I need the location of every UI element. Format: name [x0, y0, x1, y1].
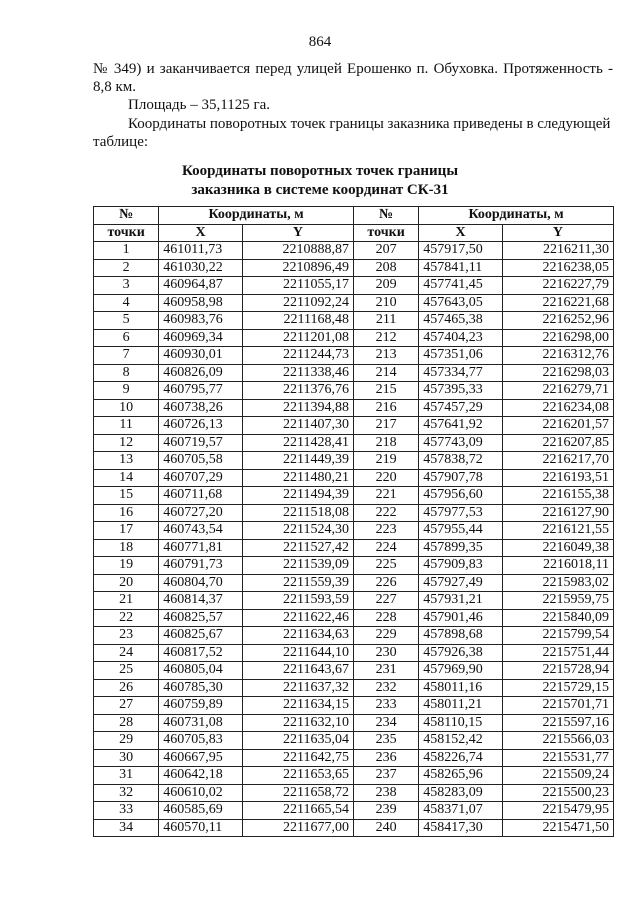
header-num-right: № [353, 207, 418, 225]
coord-y-cell: 2216298,03 [502, 364, 613, 382]
coord-x-cell: 460642,18 [159, 767, 243, 785]
point-number-cell: 6 [94, 329, 159, 347]
paragraph-intro-line1: Координаты поворотных точек границы заказника приведены в следующей [128, 116, 611, 132]
header-coords-left: Координаты, м [159, 207, 354, 225]
point-number-cell: 8 [94, 364, 159, 382]
coord-y-cell: 2211494,39 [242, 487, 353, 505]
coord-x-cell: 458011,16 [419, 679, 503, 697]
coord-y-cell: 2216193,51 [502, 469, 613, 487]
header-points-left: точки [94, 224, 159, 242]
table-title-line1: Координаты поворотных точек границы [181, 163, 459, 179]
coord-y-cell: 2215509,24 [502, 767, 613, 785]
table-row [94, 364, 614, 382]
point-number-cell: 5 [94, 312, 159, 330]
point-number-cell: 10 [94, 399, 159, 417]
table-row [94, 749, 614, 767]
table-row [94, 277, 614, 295]
point-number-cell: 237 [353, 767, 418, 785]
coord-x-cell: 457741,45 [419, 277, 503, 295]
point-number-cell: 22 [94, 609, 159, 627]
coord-x-cell: 457641,92 [419, 417, 503, 435]
coord-x-cell: 457901,46 [419, 609, 503, 627]
coord-y-cell: 2211055,17 [242, 277, 353, 295]
coord-y-cell: 2215479,95 [502, 802, 613, 820]
coord-y-cell: 2211622,46 [242, 609, 353, 627]
coord-x-cell: 460743,54 [159, 522, 243, 540]
coord-x-cell: 460983,76 [159, 312, 243, 330]
point-number-cell: 230 [353, 644, 418, 662]
coord-x-cell: 460825,57 [159, 609, 243, 627]
coord-y-cell: 2215983,02 [502, 574, 613, 592]
coord-y-cell: 2215701,71 [502, 697, 613, 715]
coord-y-cell: 2215597,16 [502, 714, 613, 732]
point-number-cell: 236 [353, 749, 418, 767]
coord-x-cell: 458152,42 [419, 732, 503, 750]
coord-y-cell: 2216211,30 [502, 242, 613, 260]
point-number-cell: 208 [353, 259, 418, 277]
coord-x-cell: 457899,35 [419, 539, 503, 557]
coord-y-cell: 2215799,54 [502, 627, 613, 645]
coord-y-cell: 2211677,00 [242, 819, 353, 837]
coord-x-cell: 457917,50 [419, 242, 503, 260]
point-number-cell: 234 [353, 714, 418, 732]
point-number-cell: 235 [353, 732, 418, 750]
coord-y-cell: 2211338,46 [242, 364, 353, 382]
coord-y-cell: 2211376,76 [242, 382, 353, 400]
coord-y-cell: 2216201,57 [502, 417, 613, 435]
coord-x-cell: 460570,11 [159, 819, 243, 837]
point-number-cell: 239 [353, 802, 418, 820]
coord-y-cell: 2211634,15 [242, 697, 353, 715]
table-row [94, 329, 614, 347]
coord-x-cell: 460707,29 [159, 469, 243, 487]
point-number-cell: 210 [353, 294, 418, 312]
coord-x-cell: 457926,38 [419, 644, 503, 662]
coord-y-cell: 2215471,50 [502, 819, 613, 837]
coord-y-cell: 2216221,68 [502, 294, 613, 312]
coord-x-cell: 460759,89 [159, 697, 243, 715]
coord-x-cell: 460711,68 [159, 487, 243, 505]
coord-y-cell: 2215531,77 [502, 749, 613, 767]
coord-x-cell: 460814,37 [159, 592, 243, 610]
table-row [94, 627, 614, 645]
table-row [94, 242, 614, 260]
point-number-cell: 34 [94, 819, 159, 837]
coord-y-cell: 2210888,87 [242, 242, 353, 260]
coord-x-cell: 460727,20 [159, 504, 243, 522]
point-number-cell: 12 [94, 434, 159, 452]
coord-x-cell: 458283,09 [419, 784, 503, 802]
table-row [94, 574, 614, 592]
header-num-left: № [94, 207, 159, 225]
coord-y-cell: 2211635,04 [242, 732, 353, 750]
coord-x-cell: 457334,77 [419, 364, 503, 382]
table-row [94, 312, 614, 330]
coord-y-cell: 2211449,39 [242, 452, 353, 470]
header-y-left: Y [242, 224, 353, 242]
coord-x-cell: 457907,78 [419, 469, 503, 487]
point-number-cell: 25 [94, 662, 159, 680]
table-row [94, 469, 614, 487]
table-row [94, 399, 614, 417]
coord-y-cell: 2216238,05 [502, 259, 613, 277]
coord-x-cell: 460817,52 [159, 644, 243, 662]
coord-y-cell: 2215500,23 [502, 784, 613, 802]
table-row [94, 434, 614, 452]
coord-x-cell: 457956,60 [419, 487, 503, 505]
table-row [94, 557, 614, 575]
point-number-cell: 26 [94, 679, 159, 697]
coord-y-cell: 2211593,59 [242, 592, 353, 610]
coord-y-cell: 2211665,54 [242, 802, 353, 820]
table-row [94, 767, 614, 785]
point-number-cell: 219 [353, 452, 418, 470]
coord-x-cell: 460726,13 [159, 417, 243, 435]
coord-x-cell: 460738,26 [159, 399, 243, 417]
coord-x-cell: 461030,22 [159, 259, 243, 277]
coord-y-cell: 2211658,72 [242, 784, 353, 802]
point-number-cell: 3 [94, 277, 159, 295]
table-row [94, 294, 614, 312]
coord-x-cell: 457898,68 [419, 627, 503, 645]
coord-x-cell: 460795,77 [159, 382, 243, 400]
coord-x-cell: 457465,38 [419, 312, 503, 330]
coord-x-cell: 460719,57 [159, 434, 243, 452]
point-number-cell: 1 [94, 242, 159, 260]
point-number-cell: 224 [353, 539, 418, 557]
coord-x-cell: 460825,67 [159, 627, 243, 645]
coord-x-cell: 460585,69 [159, 802, 243, 820]
point-number-cell: 30 [94, 749, 159, 767]
coord-x-cell: 457931,21 [419, 592, 503, 610]
point-number-cell: 9 [94, 382, 159, 400]
coord-y-cell: 2216217,70 [502, 452, 613, 470]
coord-y-cell: 2216252,96 [502, 312, 613, 330]
coord-x-cell: 457351,06 [419, 347, 503, 365]
coord-y-cell: 2215728,94 [502, 662, 613, 680]
table-row [94, 452, 614, 470]
header-points-right: точки [353, 224, 418, 242]
point-number-cell: 216 [353, 399, 418, 417]
coord-y-cell: 2211637,32 [242, 679, 353, 697]
coord-y-cell: 2216227,79 [502, 277, 613, 295]
coord-y-cell: 2211634,63 [242, 627, 353, 645]
point-number-cell: 212 [353, 329, 418, 347]
paragraph-continuation: № 349) и заканчивается перед улицей Ерошенко п. Обуховка. Протяженность - 8,8 км. [93, 61, 613, 95]
table-row [94, 539, 614, 557]
coord-x-cell: 458371,07 [419, 802, 503, 820]
header-x-left: X [159, 224, 243, 242]
coord-y-cell: 2211518,08 [242, 504, 353, 522]
coord-y-cell: 2211480,21 [242, 469, 353, 487]
point-number-cell: 33 [94, 802, 159, 820]
coord-x-cell: 458011,21 [419, 697, 503, 715]
coord-y-cell: 2211244,73 [242, 347, 353, 365]
point-number-cell: 233 [353, 697, 418, 715]
point-number-cell: 27 [94, 697, 159, 715]
coord-y-cell: 2216018,11 [502, 557, 613, 575]
header-x-right: X [419, 224, 503, 242]
coord-x-cell: 457457,29 [419, 399, 503, 417]
table-title-line2: заказника в системе координат СК-31 [191, 182, 449, 198]
point-number-cell: 207 [353, 242, 418, 260]
coord-y-cell: 2215566,03 [502, 732, 613, 750]
coord-y-cell: 2211394,88 [242, 399, 353, 417]
coord-y-cell: 2211092,24 [242, 294, 353, 312]
coord-x-cell: 460791,73 [159, 557, 243, 575]
coord-x-cell: 457841,11 [419, 259, 503, 277]
coord-y-cell: 2211642,75 [242, 749, 353, 767]
coord-y-cell: 2216049,38 [502, 539, 613, 557]
coord-y-cell: 2211559,39 [242, 574, 353, 592]
point-number-cell: 211 [353, 312, 418, 330]
point-number-cell: 209 [353, 277, 418, 295]
point-number-cell: 229 [353, 627, 418, 645]
point-number-cell: 17 [94, 522, 159, 540]
paragraph-intro-line2: таблице: [93, 134, 149, 150]
point-number-cell: 227 [353, 592, 418, 610]
coord-y-cell: 2211632,10 [242, 714, 353, 732]
table-row [94, 802, 614, 820]
point-number-cell: 220 [353, 469, 418, 487]
coord-x-cell: 457909,83 [419, 557, 503, 575]
table-title [0, 162, 640, 200]
point-number-cell: 13 [94, 452, 159, 470]
coord-x-cell: 457927,49 [419, 574, 503, 592]
table-body [94, 242, 614, 837]
point-number-cell: 28 [94, 714, 159, 732]
point-number-cell: 19 [94, 557, 159, 575]
coord-y-cell: 2216279,71 [502, 382, 613, 400]
table-row [94, 644, 614, 662]
coord-y-cell: 2216298,00 [502, 329, 613, 347]
coord-y-cell: 2216234,08 [502, 399, 613, 417]
coord-y-cell: 2211643,67 [242, 662, 353, 680]
table-row [94, 679, 614, 697]
table-row [94, 732, 614, 750]
point-number-cell: 20 [94, 574, 159, 592]
coord-y-cell: 2216127,90 [502, 504, 613, 522]
coord-x-cell: 457643,05 [419, 294, 503, 312]
coord-x-cell: 460731,08 [159, 714, 243, 732]
coord-y-cell: 2215751,44 [502, 644, 613, 662]
point-number-cell: 11 [94, 417, 159, 435]
point-number-cell: 31 [94, 767, 159, 785]
table-row [94, 347, 614, 365]
coord-x-cell: 460785,30 [159, 679, 243, 697]
coord-x-cell: 460964,87 [159, 277, 243, 295]
coord-x-cell: 457838,72 [419, 452, 503, 470]
coord-y-cell: 2211168,48 [242, 312, 353, 330]
table-row [94, 697, 614, 715]
table-header-row-1 [94, 207, 614, 225]
coord-y-cell: 2215840,09 [502, 609, 613, 627]
coord-y-cell: 2211539,09 [242, 557, 353, 575]
point-number-cell: 4 [94, 294, 159, 312]
header-y-right: Y [502, 224, 613, 242]
table-row [94, 592, 614, 610]
point-number-cell: 232 [353, 679, 418, 697]
point-number-cell: 226 [353, 574, 418, 592]
coord-y-cell: 2211644,10 [242, 644, 353, 662]
coord-x-cell: 460804,70 [159, 574, 243, 592]
point-number-cell: 217 [353, 417, 418, 435]
table-row [94, 714, 614, 732]
point-number-cell: 2 [94, 259, 159, 277]
coordinates-table [93, 206, 614, 837]
point-number-cell: 29 [94, 732, 159, 750]
coord-x-cell: 460705,83 [159, 732, 243, 750]
coord-x-cell: 461011,73 [159, 242, 243, 260]
table-row [94, 522, 614, 540]
coord-y-cell: 2216312,76 [502, 347, 613, 365]
coord-x-cell: 458417,30 [419, 819, 503, 837]
point-number-cell: 228 [353, 609, 418, 627]
coord-y-cell: 2211201,08 [242, 329, 353, 347]
header-coords-right: Координаты, м [419, 207, 614, 225]
point-number-cell: 214 [353, 364, 418, 382]
coord-y-cell: 2211527,42 [242, 539, 353, 557]
coord-x-cell: 460969,34 [159, 329, 243, 347]
coord-y-cell: 2211524,30 [242, 522, 353, 540]
table-row [94, 609, 614, 627]
coord-y-cell: 2211428,41 [242, 434, 353, 452]
point-number-cell: 225 [353, 557, 418, 575]
point-number-cell: 218 [353, 434, 418, 452]
coord-x-cell: 460826,09 [159, 364, 243, 382]
coord-x-cell: 460771,81 [159, 539, 243, 557]
coord-y-cell: 2216207,85 [502, 434, 613, 452]
point-number-cell: 14 [94, 469, 159, 487]
paragraph-area: Площадь – 35,1125 га. [128, 97, 271, 113]
table-row [94, 382, 614, 400]
point-number-cell: 15 [94, 487, 159, 505]
table-header-row-2 [94, 224, 614, 242]
coord-y-cell: 2216121,55 [502, 522, 613, 540]
coord-x-cell: 460667,95 [159, 749, 243, 767]
point-number-cell: 222 [353, 504, 418, 522]
coord-x-cell: 458110,15 [419, 714, 503, 732]
point-number-cell: 16 [94, 504, 159, 522]
coord-y-cell: 2211407,30 [242, 417, 353, 435]
coord-x-cell: 460610,02 [159, 784, 243, 802]
point-number-cell: 23 [94, 627, 159, 645]
table-row [94, 504, 614, 522]
table-row [94, 784, 614, 802]
point-number-cell: 238 [353, 784, 418, 802]
coord-x-cell: 457977,53 [419, 504, 503, 522]
coord-x-cell: 457743,09 [419, 434, 503, 452]
point-number-cell: 231 [353, 662, 418, 680]
coord-x-cell: 460958,98 [159, 294, 243, 312]
point-number-cell: 21 [94, 592, 159, 610]
coord-x-cell: 457955,44 [419, 522, 503, 540]
table-row [94, 819, 614, 837]
point-number-cell: 32 [94, 784, 159, 802]
coord-y-cell: 2211653,65 [242, 767, 353, 785]
point-number-cell: 221 [353, 487, 418, 505]
coord-x-cell: 460930,01 [159, 347, 243, 365]
coord-y-cell: 2215959,75 [502, 592, 613, 610]
coord-x-cell: 457404,23 [419, 329, 503, 347]
point-number-cell: 24 [94, 644, 159, 662]
coord-x-cell: 458265,96 [419, 767, 503, 785]
coord-x-cell: 457969,90 [419, 662, 503, 680]
point-number-cell: 18 [94, 539, 159, 557]
table-row [94, 259, 614, 277]
coord-x-cell: 460805,04 [159, 662, 243, 680]
point-number-cell: 213 [353, 347, 418, 365]
table-row [94, 662, 614, 680]
coord-y-cell: 2210896,49 [242, 259, 353, 277]
coord-x-cell: 457395,33 [419, 382, 503, 400]
point-number-cell: 7 [94, 347, 159, 365]
table-row [94, 487, 614, 505]
coord-y-cell: 2215729,15 [502, 679, 613, 697]
point-number-cell: 240 [353, 819, 418, 837]
table-row [94, 417, 614, 435]
page-number: 864 [308, 34, 332, 50]
point-number-cell: 223 [353, 522, 418, 540]
coord-y-cell: 2216155,38 [502, 487, 613, 505]
coord-x-cell: 460705,58 [159, 452, 243, 470]
point-number-cell: 215 [353, 382, 418, 400]
coord-x-cell: 458226,74 [419, 749, 503, 767]
